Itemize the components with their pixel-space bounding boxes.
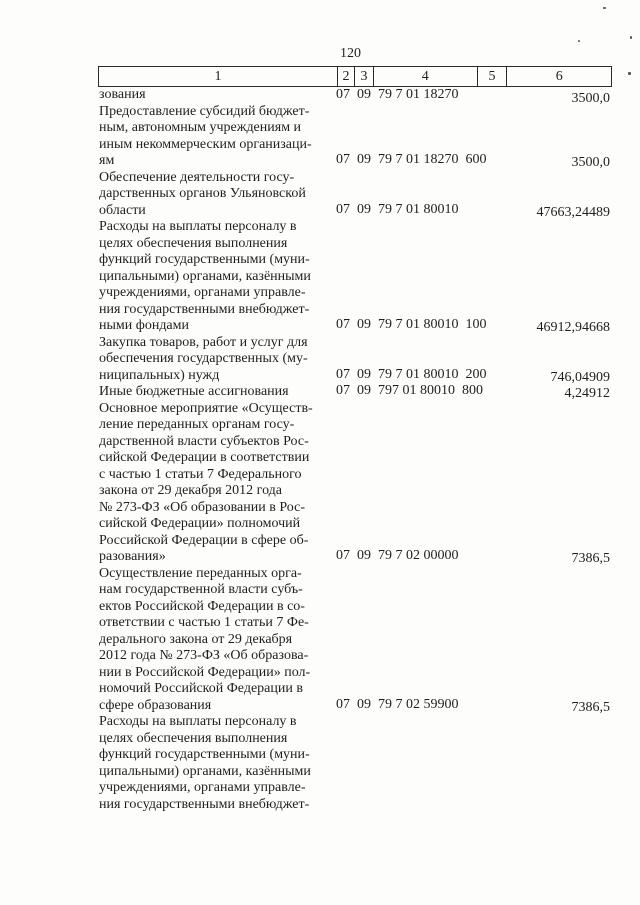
- row-codes: 07 09 79 7 02 00000: [336, 548, 459, 563]
- table-row: [0, 104, 640, 170]
- table-row: [0, 714, 640, 813]
- row-description: Иные бюджетные ассигнования: [99, 384, 289, 399]
- row-codes: 07 09 79 7 01 80010 200: [336, 366, 487, 382]
- row-codes: 07 09 79 7 01 80010: [336, 201, 459, 217]
- row-description: Закупка товаров, работ и услуг для обеспечения государственных (му- ниципальных) нужд: [99, 334, 308, 383]
- page-number: 120: [340, 46, 361, 61]
- header-col-3: 3: [355, 67, 374, 86]
- table-row: [0, 219, 640, 335]
- table-row: [0, 335, 640, 385]
- row-amount: 3500,0: [571, 155, 610, 170]
- header-col-6: 6: [555, 69, 563, 84]
- row-amount: 7386,5: [571, 551, 610, 566]
- row-codes: 07 09 79 7 02 59900: [336, 696, 459, 712]
- row-codes: 07 09 797 01 80010 800: [336, 383, 483, 398]
- table-header: [98, 66, 612, 87]
- row-description: Расходы на выплаты персоналу в целях обеспечения выполнения функций государственными (муни- ципальными) органами, казёнными учреждениями, органами управле- ния государственными внебюджет- ными фондами: [99, 219, 311, 333]
- scan-speck: [628, 72, 631, 75]
- header-col-1: 1: [99, 67, 338, 86]
- header-col-5: 5: [478, 67, 508, 86]
- row-amount: 7386,5: [571, 699, 610, 715]
- row-description: Основное мероприятие «Осуществ- ление переданных органам госу- дарственной власти субъектов Рос- сийской Федерации в соответствии с частью 1 статьи 7 Федерального закона от 29 декабря 2012 года № 273-ФЗ «Об образовании в Рос- сийской Федерации» полномочий Российской Федерации в сфере об- разования»: [99, 400, 313, 564]
- row-codes: 07 09 79 7 01 18270: [336, 87, 459, 102]
- row-description: зования: [99, 87, 146, 102]
- row-description: Обеспечение деятельности госу- дарственных органов Ульяновской области: [99, 169, 306, 218]
- table-row: [0, 170, 640, 220]
- table-row: [0, 566, 640, 715]
- row-description: Предоставление субсидий бюджет- ным, автономным учреждениям и иным некоммерческим организаци- ям: [99, 103, 312, 168]
- table-row: [0, 87, 640, 104]
- row-description: Расходы на выплаты персоналу в целях обеспечения выполнения функций государственными (муни- ципальными) органами, казёнными учреждениями, органами управле- ния государственными внебюджет-: [99, 714, 311, 812]
- scan-speck: [603, 7, 606, 9]
- scan-speck: [630, 36, 632, 39]
- table-row: [0, 384, 640, 401]
- scan-speck: [578, 40, 580, 42]
- row-codes: 07 09 79 7 01 18270 600: [336, 152, 487, 167]
- header-col-4: 4: [374, 67, 478, 86]
- row-amount: 746,04909: [550, 369, 610, 385]
- row-amount: 4,24912: [564, 386, 610, 401]
- table-row: [0, 401, 640, 566]
- row-codes: 07 09 79 7 01 80010 100: [336, 317, 487, 332]
- row-amount: 47663,24489: [536, 204, 610, 220]
- row-amount: 3500,0: [571, 91, 610, 106]
- row-amount: 46912,94668: [536, 320, 610, 335]
- row-description: Осуществление переданных орга- нам государственной власти субъ- ектов Российской Федерации в со- ответствии с частью 1 статьи 7 Фе- дерального закона от 29 декабря 2012 года № 273-ФЗ «Об образова- нии в Российской Федерации» пол- номочий Российской Федерации в сфере образования: [99, 565, 311, 713]
- table-body: [0, 87, 640, 813]
- header-col-2: 2: [338, 67, 355, 86]
